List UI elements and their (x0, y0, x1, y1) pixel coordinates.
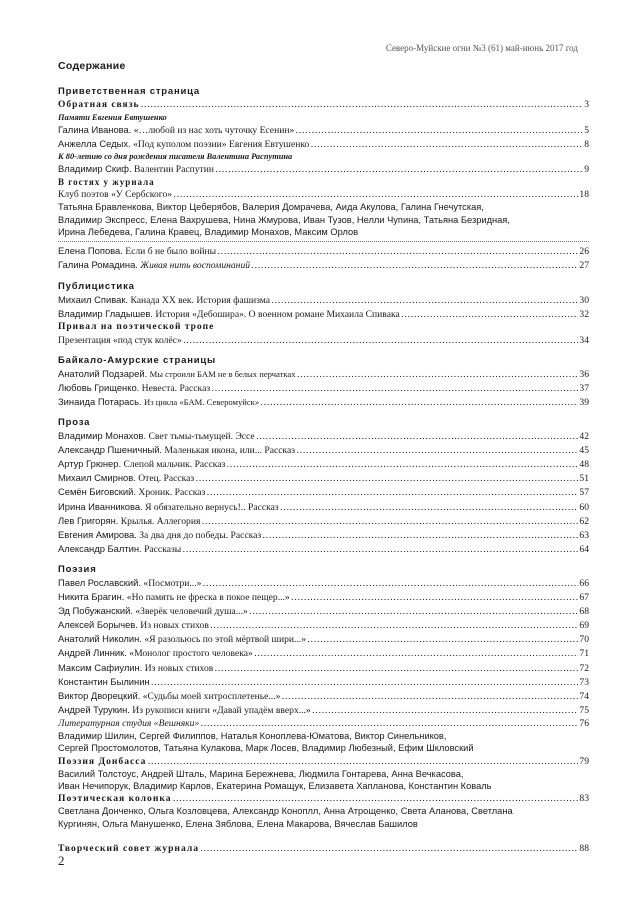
toc-entry[interactable] (58, 604, 589, 618)
entry-work: Отец. Рассказ (138, 473, 195, 485)
table-of-contents (58, 60, 589, 855)
toc-entry[interactable] (58, 842, 589, 855)
toc-entry[interactable] (58, 514, 589, 528)
entry-author: Константин Былинин (58, 675, 150, 687)
dot-leader (202, 577, 578, 590)
entry-work: Крылья. Аллегория (120, 515, 201, 527)
toc-entry[interactable] (58, 755, 589, 768)
toc-entry[interactable] (58, 632, 589, 646)
divider (58, 241, 589, 242)
entry-work: Из цикла «БАМ. Северомуйск» (143, 397, 260, 408)
dot-leader (206, 486, 578, 499)
entry-work: Я обязательно вернусь!.. Рассказ (145, 501, 279, 513)
page-ref: 39 (579, 397, 589, 409)
page-ref: 26 (579, 246, 589, 258)
dot-leader (183, 334, 579, 347)
entry-author: Лев Григорян. (58, 514, 119, 526)
entry-author: Павел Рославский. (58, 576, 141, 588)
section-heading: Проза (58, 417, 91, 429)
toc-entry[interactable] (58, 542, 589, 556)
author-list: Светлана Донченко, Ольга Козловцева, Александр Коноплл, Анна Атрощенко, Света Аланова, Светлана Кургинян, Ольга Манушенко, Елена Зяблова, Елена Макарова, Вячеслав Башилов (58, 806, 513, 829)
entry-author: Галина Иванова. (58, 124, 132, 136)
page-ref: 71 (579, 648, 589, 660)
toc-entry[interactable] (58, 703, 589, 717)
entry-author: Виктор Дворецкий. (58, 689, 141, 701)
dot-leader (281, 690, 578, 703)
section-heading: Приветственная страница (58, 86, 200, 97)
entry-work: «Судьбы моей хитросплетенье...» (142, 690, 281, 702)
entry-work: Клуб поэтов «У Сербского» (58, 189, 173, 201)
toc-entry[interactable] (58, 792, 589, 805)
author-list: Владимир Шилин, Сергей Филиппов, Наталья Коноплева-Юматова, Виктор Синельников, Сергей Простомолотов, Татьяна Кулакова, Марк Лосев, Владимир Любезный, Ефим Шкловский (58, 730, 474, 754)
toc-entry[interactable] (58, 590, 589, 604)
page-ref: 34 (579, 334, 589, 346)
entry-author: Владимир Гладышев. (58, 307, 153, 319)
dot-leader (217, 245, 578, 258)
dot-leader (200, 717, 578, 730)
entry-work: «Но память не фреска в покое пещер...» (126, 592, 290, 604)
toc-entry[interactable] (58, 646, 589, 660)
entry-author: Артур Грюнер. (58, 458, 122, 470)
page-ref: 51 (579, 473, 589, 485)
page-ref: 48 (579, 459, 589, 471)
toc-entry[interactable] (58, 307, 589, 321)
entry-author: Евгения Амирова. (58, 528, 137, 540)
dot-leader (280, 501, 579, 514)
dot-leader (310, 138, 583, 151)
page-title: Содержание (58, 60, 126, 72)
entry-author: Андрей Линник. (58, 647, 127, 659)
page-number: 2 (58, 853, 65, 868)
entry-author: Анатолий Николин. (58, 633, 142, 645)
entry-work: Слепой мальчик. Рассказ (123, 459, 226, 471)
toc-entry[interactable] (58, 457, 589, 471)
toc-entry[interactable] (58, 381, 589, 395)
entry-work: Невеста. Рассказ (141, 382, 211, 394)
page-ref: 63 (579, 529, 589, 541)
dot-leader (295, 124, 583, 137)
dot-leader (141, 98, 584, 111)
section-baikal-amur (58, 354, 589, 409)
entry-author: Михаил Смирнов. (58, 472, 136, 484)
page-ref: 32 (579, 308, 589, 320)
page-ref: 74 (579, 690, 589, 702)
dot-leader (200, 842, 578, 855)
entry-work: Свет тьмы-тьмущей. Эссе (148, 431, 255, 443)
toc-entry[interactable] (58, 528, 589, 542)
entry-work: Из новых стихов (144, 662, 214, 674)
page-ref: 37 (579, 382, 589, 394)
entry-author: Александр Балтин. (58, 542, 142, 554)
entry-author: Анжелла Седых. (58, 138, 131, 150)
entry-work: Маленькая икона, или... Рассказ (164, 445, 296, 457)
dot-leader (226, 458, 578, 471)
dot-leader (297, 368, 579, 381)
entry-author: Зинаида Потарась. (58, 396, 142, 408)
entry-work: Литературная студия «Вешняки» (58, 717, 200, 729)
dot-leader (201, 515, 578, 528)
page-ref: 69 (579, 620, 589, 632)
section-publicism (58, 280, 589, 347)
dot-leader (173, 792, 579, 805)
entry-work: Хроник. Рассказ (138, 487, 206, 499)
toc-entry[interactable] (58, 244, 589, 258)
page-ref: 83 (579, 793, 589, 805)
dot-leader (151, 676, 579, 689)
subsection-heading: Памяти Евгения Евтушенко (58, 113, 167, 123)
dot-leader (215, 163, 583, 176)
dot-leader (182, 543, 578, 556)
dot-leader (147, 755, 578, 768)
dot-leader (291, 591, 579, 604)
dot-leader (312, 704, 579, 717)
entry-work: История «Дебошира». О военном романе Михаила Спивака (155, 308, 400, 320)
toc-entry[interactable] (58, 576, 589, 590)
subsection-heading: В гостях у журнала (58, 177, 155, 188)
dot-leader (214, 662, 578, 675)
toc-entry[interactable] (58, 293, 589, 307)
entry-label: Поэтическая колонка (58, 793, 172, 805)
toc-entry[interactable] (58, 675, 589, 689)
author-list: Татьяна Бравленкова, Виктор Цеберябов, Валерия Домрачева, Аида Акулова, Галина Гнечутская, Владимир Экспресс, Елена Вахрушева, Нина Жмурова, Иван Тузов, Нелли Чупина, Татьяна Безридная, Ирина Лебедева, Галина Кравец, Владимир Монахов, Максим Орлов (58, 202, 510, 238)
entry-work: «Я разольюсь по этой мёртвой шири...» (144, 634, 307, 646)
entry-work: Если б не было войны (125, 246, 217, 258)
dot-leader (210, 619, 579, 632)
section-prose (58, 416, 589, 556)
section-poetry (58, 563, 589, 830)
entry-work: Живая нить воспоминаний (140, 260, 251, 272)
entry-author: Галина Ромадина. (58, 259, 138, 271)
dot-leader (173, 188, 578, 201)
page-ref: 45 (579, 445, 589, 457)
dot-leader (256, 430, 579, 443)
entry-work: «Зверёк человечий душа...» (135, 606, 248, 618)
page-ref: 73 (579, 676, 589, 688)
entry-work: Канада ХХ век. История фашизма (130, 294, 271, 306)
dot-leader (307, 633, 578, 646)
toc-entry[interactable] (58, 258, 589, 272)
page-ref: 36 (579, 368, 589, 380)
page-ref: 75 (579, 704, 589, 716)
toc-entry[interactable] (58, 162, 589, 176)
entry-author: Михаил Спивак. (58, 293, 129, 305)
author-list: Василий Толстоус, Андрей Шталь, Марина Бережнева, Людмила Гонтарева, Анна Вечкасова, Иван Нечипорук, Владимир Карлов, Екатерина Ромащук, Елизавета Хапланова, Константин Коваль (58, 768, 492, 791)
section-welcome (58, 85, 589, 273)
toc-entry[interactable] (58, 98, 589, 112)
entry-label: Обратная связь (58, 100, 140, 110)
toc-entry[interactable] (58, 367, 589, 381)
page-ref: 79 (579, 755, 589, 767)
page-ref: 9 (584, 164, 589, 176)
entry-work: «Посмотри...» (143, 577, 202, 589)
page-ref: 67 (579, 592, 589, 604)
toc-entry[interactable] (58, 471, 589, 485)
entry-author: Елена Попова. (58, 245, 123, 257)
page-ref: 5 (584, 125, 589, 137)
toc-entry[interactable] (58, 618, 589, 632)
dot-leader (296, 444, 578, 457)
dot-leader (401, 308, 579, 321)
entry-work: Валентин Распутин (133, 164, 215, 176)
toc-entry[interactable] (58, 689, 589, 703)
page-ref: 88 (579, 842, 589, 854)
prose-list (58, 429, 589, 556)
section-heading: Поэзия (58, 563, 97, 575)
entry-author: Владимир Скиф. (58, 163, 132, 175)
entry-author: Семён Биговский. (58, 486, 136, 498)
page-ref: 57 (579, 487, 589, 499)
entry-author: Владимир Монахов. (58, 430, 147, 442)
toc-entry[interactable] (58, 334, 589, 347)
toc-entry[interactable] (58, 661, 589, 675)
entry-author: Алексей Борычев. (58, 619, 138, 631)
subsection-heading: К 80-летию со дня рождения писателя Валентина Распутина (58, 152, 293, 162)
page-ref: 72 (579, 662, 589, 674)
entry-work: Мы строили БАМ не в белых перчатках (149, 368, 296, 379)
poetry-list (58, 576, 589, 717)
entry-label: Творческий совет журнала (58, 842, 199, 854)
entry-work: Рассказы (144, 543, 182, 555)
page-ref: 42 (579, 431, 589, 443)
toc-entry[interactable] (58, 429, 589, 443)
toc-entry[interactable] (58, 717, 589, 730)
page-ref: 68 (579, 606, 589, 618)
section-heading: Байкало-Амурские страницы (58, 354, 216, 366)
entry-author: Ирина Иванникова. (58, 500, 143, 512)
journal-header: Северо-Муйские огни №3 (61) май-июнь 2017 год (385, 43, 578, 53)
entry-author: Эд Побужанский. (58, 605, 133, 617)
entry-work: Из новых стихов (140, 620, 209, 632)
page-ref: 3 (584, 99, 589, 110)
page-ref: 27 (579, 260, 589, 272)
dot-leader (260, 396, 578, 409)
toc-entry[interactable] (58, 137, 589, 151)
page-ref: 70 (579, 634, 589, 646)
page-ref: 76 (579, 717, 589, 729)
entry-author: Любовь Грищенко. (58, 381, 140, 393)
toc-entry[interactable] (58, 485, 589, 499)
entry-author: Анатолий Подзарей. (58, 367, 148, 379)
entry-author: Никита Брагин. (58, 591, 125, 603)
entry-work: «…любой из нас хоть чуточку Есенин» (133, 125, 295, 137)
dot-leader (249, 605, 579, 618)
entry-author: Максим Сафиулин. (58, 661, 143, 673)
toc-entry[interactable] (58, 443, 589, 457)
page-ref: 18 (579, 189, 589, 201)
entry-author: Андрей Турукин. (58, 703, 130, 715)
entry-author: Александр Пшеничный. (58, 444, 163, 456)
dot-leader (195, 472, 578, 485)
page-ref: 60 (579, 501, 589, 513)
entry-label: Поэзия Донбасса (58, 755, 147, 767)
page-ref: 62 (579, 515, 589, 527)
dot-leader (254, 647, 579, 660)
dot-leader (262, 529, 578, 542)
page-ref: 64 (579, 543, 589, 555)
dot-leader (271, 294, 578, 307)
dot-leader (211, 382, 578, 395)
page-ref: 30 (579, 294, 589, 306)
section-heading: Публицистика (58, 280, 135, 292)
toc-entry[interactable] (58, 188, 589, 201)
page-ref: 8 (584, 139, 589, 151)
page-ref: 66 (579, 577, 589, 589)
entry-work: «Монолог простого человека» (129, 648, 253, 660)
entry-work: Презентация «под стук колёс» (58, 334, 182, 346)
entry-work: За два дня до победы. Рассказ (139, 529, 262, 541)
entry-work: Из рукописи книги «Давай упадём вверх...» (132, 704, 311, 716)
toc-entry[interactable] (58, 395, 589, 409)
subsection-heading: Привал на поэтической тропе (58, 321, 215, 332)
entry-work: «Под куполом поэзии» Евгения Евтушенко (133, 139, 310, 151)
toc-entry[interactable] (58, 500, 589, 514)
dot-leader (251, 259, 578, 272)
toc-entry[interactable] (58, 123, 589, 137)
